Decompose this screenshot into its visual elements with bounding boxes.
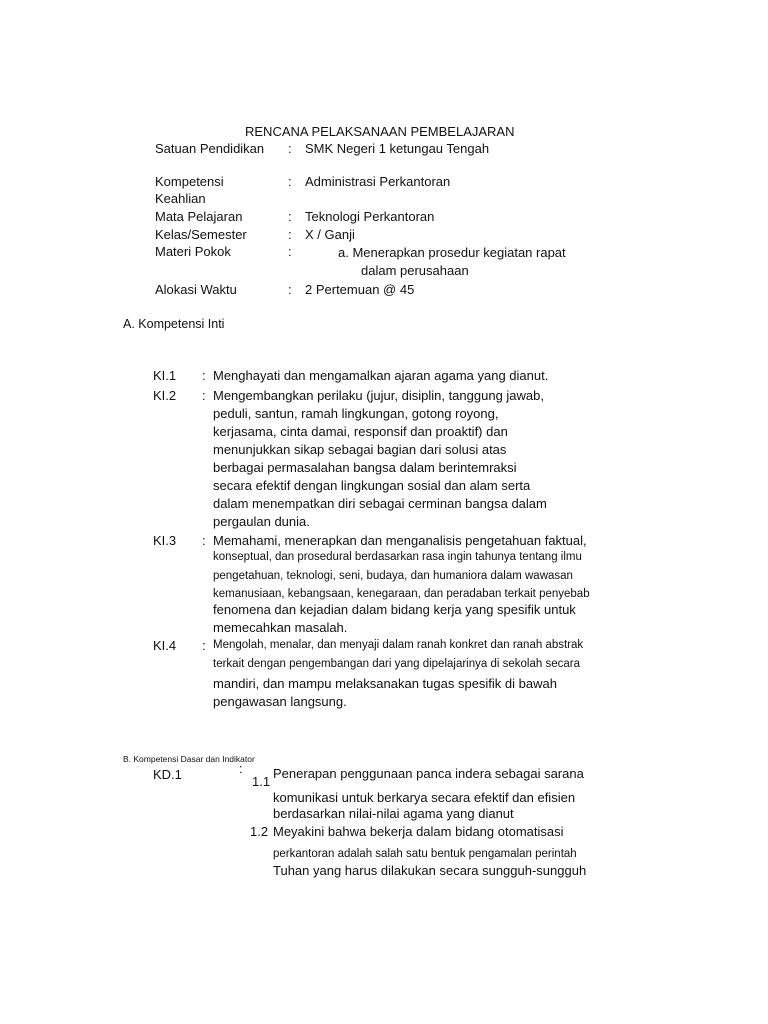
kd1-number-1-1: 1.1 <box>252 774 271 789</box>
materi-label: Materi Pokok <box>155 244 231 259</box>
alokasi-value: 2 Pertemuan @ 45 <box>305 282 415 297</box>
ki3-line: memecahkan masalah. <box>213 620 348 635</box>
materi-value: a. Menerapkan prosedur kegiatan rapat <box>338 245 566 260</box>
kd1-item1-line: berdasarkan nilai-nilai agama yang dianut <box>273 806 514 821</box>
ki2-line: Mengembangkan perilaku (jujur, disiplin, tanggung jawab, <box>213 388 544 403</box>
materi-value-cont: dalam perusahaan <box>361 263 469 278</box>
ki3-line: fenomena dan kejadian dalam bidang kerja yang spesifik untuk <box>213 602 576 617</box>
ki1-colon: : <box>202 368 206 383</box>
kompetensi-label: Kompetensi <box>155 174 224 189</box>
ki3-line: Memahami, menerapkan dan menganalisis pengetahuan faktual, <box>213 533 587 548</box>
ki2-line: peduli, santun, ramah lingkungan, gotong royong, <box>213 406 499 421</box>
ki2-label: KI.2 <box>153 388 177 403</box>
kompetensi-colon: : <box>288 174 292 189</box>
ki1-label: KI.1 <box>153 368 177 383</box>
kd1-item2-line: Meyakini bahwa bekerja dalam bidang otomatisasi <box>273 824 564 839</box>
satuan-value: SMK Negeri 1 ketungau Tengah <box>305 141 490 156</box>
kd1-number-1-2: 1.2 <box>250 824 269 839</box>
ki3-colon: : <box>202 533 206 548</box>
ki4-line: mandiri, dan mampu melaksanakan tugas spesifik di bawah <box>213 676 557 691</box>
materi-colon: : <box>288 244 292 259</box>
ki2-colon: : <box>202 388 206 403</box>
alokasi-label: Alokasi Waktu <box>155 282 237 297</box>
satuan-colon: : <box>288 141 292 156</box>
ki3-label: KI.3 <box>153 533 177 548</box>
section-b-heading: B. Kompetensi Dasar dan Indikator <box>123 754 255 764</box>
kd1-label: KD.1 <box>153 767 182 782</box>
kompetensi-label-cont: Keahlian <box>155 191 206 206</box>
document-title: RENCANA PELAKSANAAN PEMBELAJARAN <box>245 124 515 139</box>
mapel-value: Teknologi Perkantoran <box>305 209 435 224</box>
kelas-colon: : <box>288 227 292 242</box>
ki4-line: Mengolah, menalar, dan menyaji dalam ranah konkret dan ranah abstrak <box>213 639 584 651</box>
ki2-line: menunjukkan sikap sebagai bagian dari solusi atas <box>213 442 507 457</box>
ki3-line: pengetahuan, teknologi, seni, budaya, dan humaniora dalam wawasan <box>213 570 573 582</box>
section-a-heading: A. Kompetensi Inti <box>123 317 225 331</box>
kd1-item2-line: perkantoran adalah salah satu bentuk pengamalan perintah <box>273 848 577 860</box>
kelas-label: Kelas/Semester <box>155 227 247 242</box>
ki3-line: konseptual, dan prosedural berdasarkan rasa ingin tahunya tentang ilmu <box>213 551 582 563</box>
mapel-colon: : <box>288 209 292 224</box>
ki4-label: KI.4 <box>153 638 177 653</box>
alokasi-colon: : <box>288 282 292 297</box>
kd1-colon: : <box>239 761 243 776</box>
kd1-item2-line: Tuhan yang harus dilakukan secara sungguh-sungguh <box>273 863 587 878</box>
ki3-line: kemanusiaan, kebangsaan, kenegaraan, dan peradaban terkait penyebab <box>213 588 590 600</box>
ki2-line: kerjasama, cinta damai, responsif dan proaktif) dan <box>213 424 508 439</box>
ki2-line: dalam menempatkan diri sebagai cerminan bangsa dalam <box>213 496 547 511</box>
kelas-value: X / Ganji <box>305 227 355 242</box>
kd1-item1-line: komunikasi untuk berkarya secara efektif dan efisien <box>273 790 576 805</box>
ki2-line: pergaulan dunia. <box>213 514 310 529</box>
satuan-label: Satuan Pendidikan <box>155 141 265 156</box>
ki1-text: Menghayati dan mengamalkan ajaran agama yang dianut. <box>213 368 549 383</box>
ki2-line: berbagai permasalahan bangsa dalam berintemraksi <box>213 460 517 475</box>
ki4-line: pengawasan langsung. <box>213 694 347 709</box>
kompetensi-value: Administrasi Perkantoran <box>305 174 451 189</box>
ki4-colon: : <box>202 638 206 653</box>
ki2-line: secara efektif dengan lingkungan sosial dan alam serta <box>213 478 531 493</box>
ki4-line: terkait dengan pengembangan dari yang dipelajarinya di sekolah secara <box>213 658 580 670</box>
mapel-label: Mata Pelajaran <box>155 209 243 224</box>
kd1-item1-line: Penerapan penggunaan panca indera sebagai sarana <box>273 766 584 781</box>
